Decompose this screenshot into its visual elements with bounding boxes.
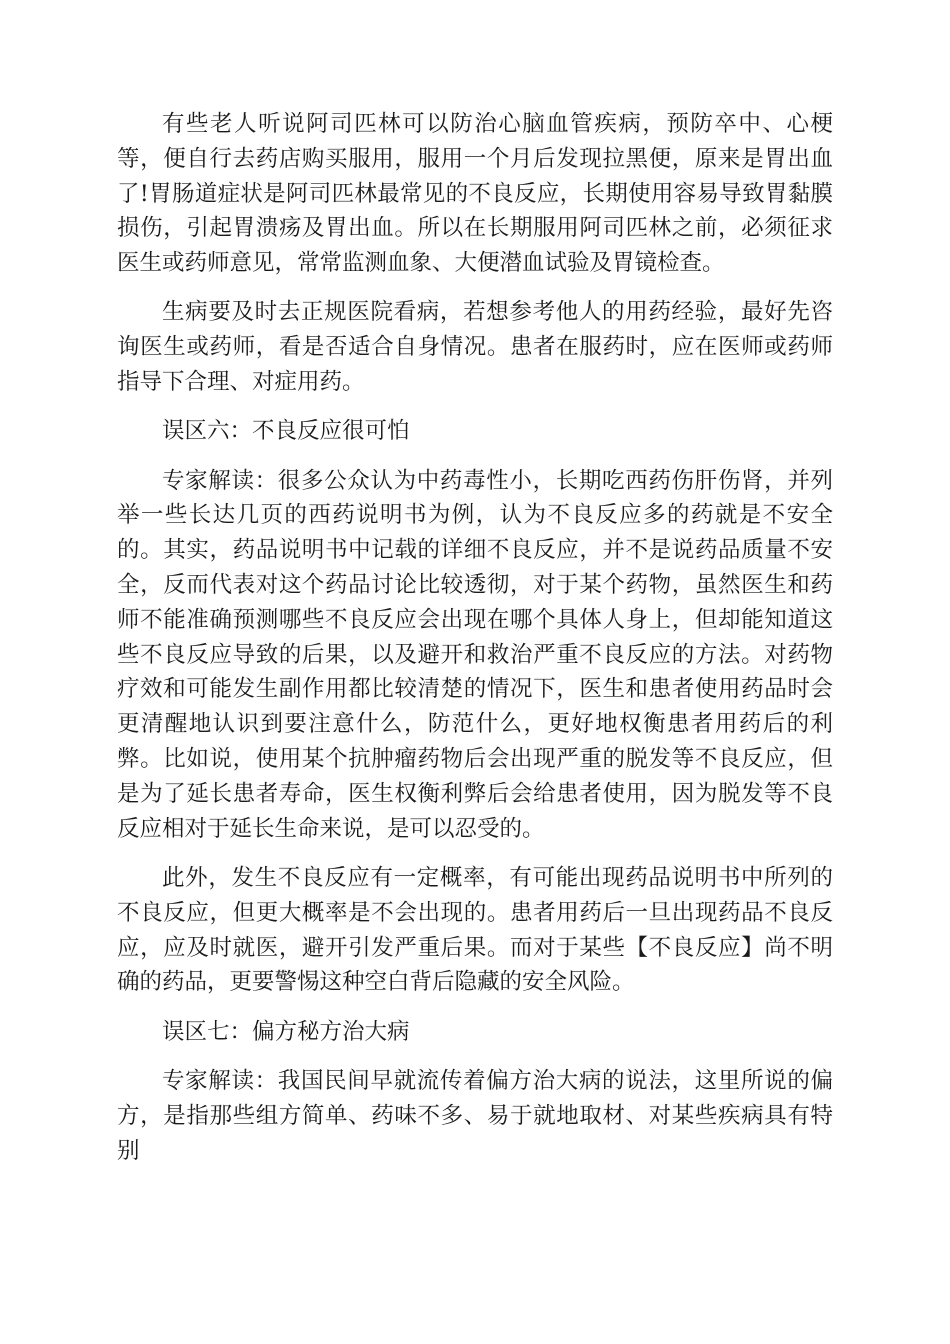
document-body [117, 107, 833, 1183]
paragraph-aspirin-warning: 有些老人听说阿司匹林可以防治心脑血管疾病，预防卒中、心梗等，便自行去药店购买服用，服用一个月后发现拉黑便，原来是胃出血了!胃肠道症状是阿司匹林最常见的不良反应，长期使用容易导致胃黏膜损伤，引起胃溃疡及胃出血。所以在长期服用阿司匹林之前，必须征求医生或药师意见，常常监测血象、大便潜血试验及胃镜检查。 [117, 111, 833, 277]
paragraph-expert-adverse-reactions: 专家解读：很多公众认为中药毒性小，长期吃西药伤肝伤肾，并列举一些长达几页的西药说明书为例，认为不良反应多的药就是不安全的。其实，药品说明书中记载的详细不良反应，并不是说药品质量不安全，反而代表对这个药品讨论比较透彻，对于某个药物，虽然医生和药师不能准确预测哪些不良反应会出现在哪个具体人身上，但却能知道这些不良反应导致的后果，以及避开和救治严重不良反应的方法。对药物疗效和可能发生副作用都比较清楚的情况下，医生和患者使用药品时会更清醒地认识到要注意什么，防范什么，更好地权衡患者用药后的利弊。比如说，使用某个抗肿瘤药物后会出现严重的脱发等不良反应，但是为了延长患者寿命，医生权衡利弊后会给患者使用，因为脱发等不良反应相对于延长生命来说，是可以忍受的。 [117, 467, 833, 842]
paragraph-see-doctor: 生病要及时去正规医院看病，若想参考他人的用药经验，最好先咨询医生或药师，看是否适合自身情况。患者在服药时，应在医师或药师指导下合理、对症用药。 [117, 299, 833, 396]
section-heading-myth-seven: 误区七：偏方秘方治大病 [162, 1018, 410, 1045]
paragraph-adverse-probability: 此外，发生不良反应有一定概率，有可能出现药品说明书中所列的不良反应，但更大概率是不会出现的。患者用药后一旦出现药品不良反应，应及时就医，避开引发严重后果。而对于某些【不良反应】尚不明确的药品，更要警惕这种空白背后隐藏的安全风险。 [117, 864, 833, 996]
paragraph-expert-folk-remedies: 专家解读：我国民间早就流传着偏方治大病的说法，这里所说的偏方，是指那些组方简单、药味不多、易于就地取材、对某些疾病具有特别 [117, 1067, 833, 1164]
section-heading-myth-six: 误区六：不良反应很可怕 [162, 418, 410, 445]
